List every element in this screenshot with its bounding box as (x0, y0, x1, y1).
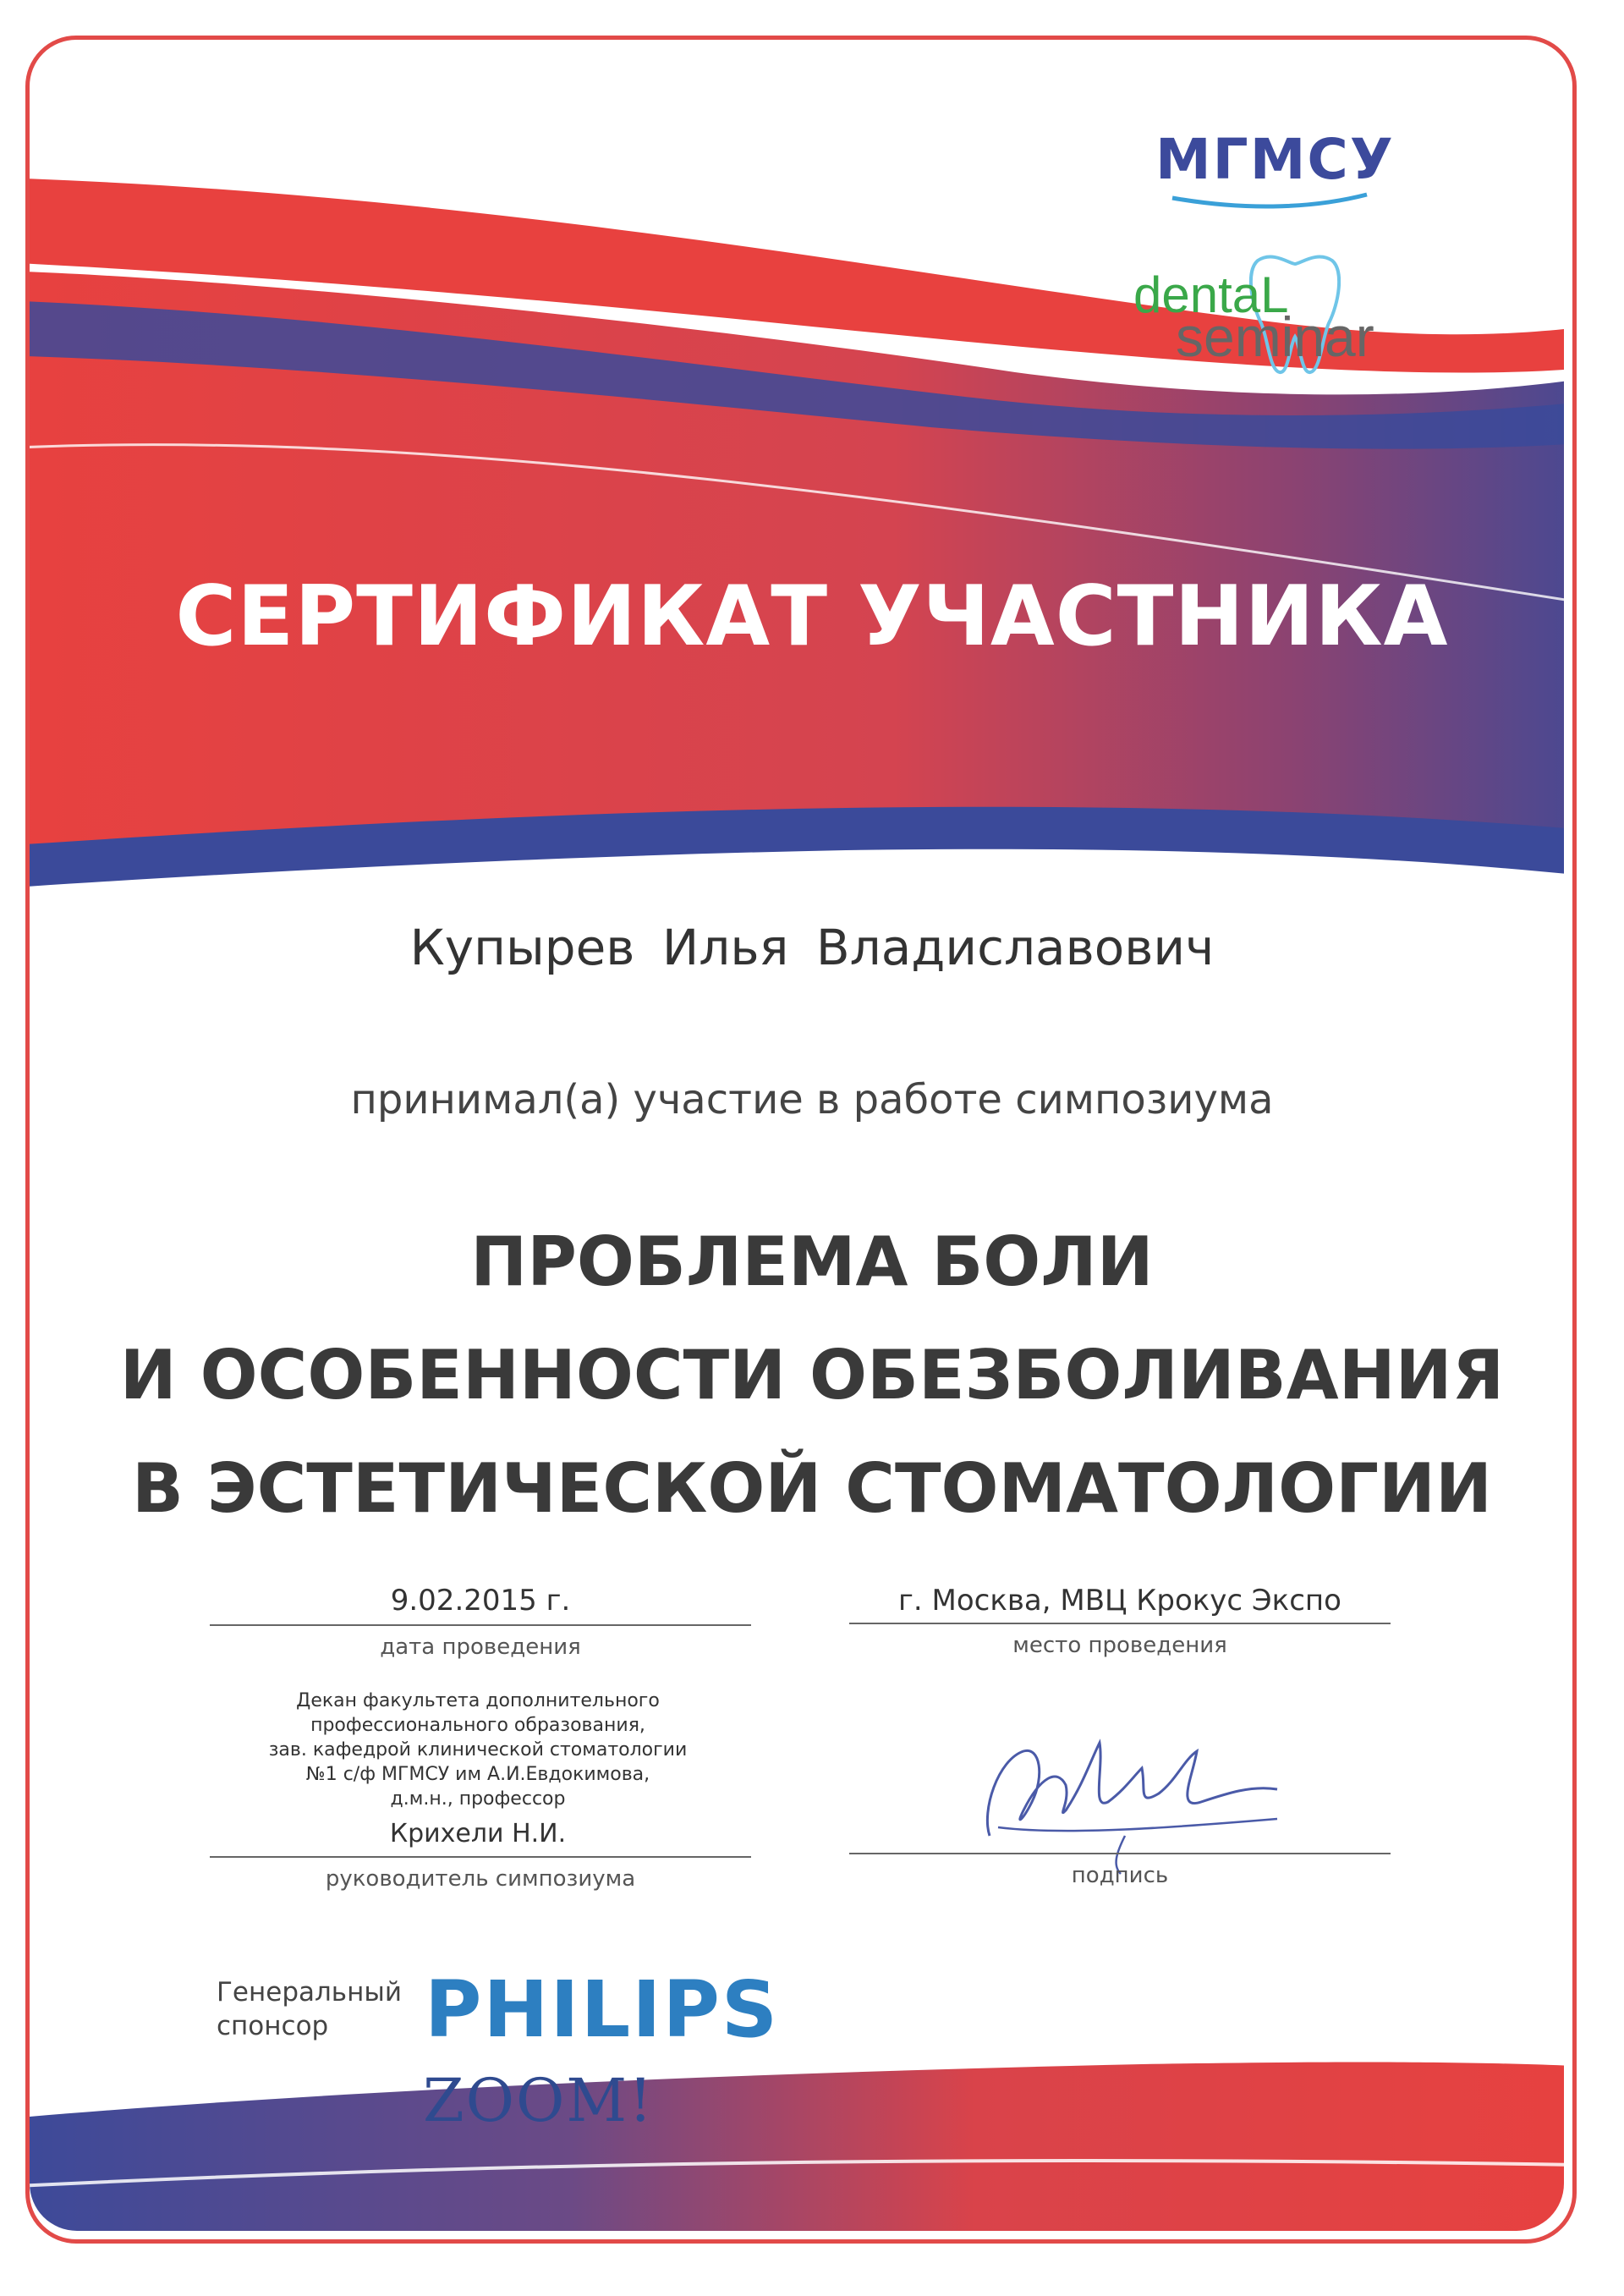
mgmsu-logo-text: МГМСУ (1155, 127, 1395, 192)
topic-line: ПРОБЛЕМА БОЛИ (470, 1222, 1154, 1301)
symposium-topic (0, 1206, 1624, 1546)
signature-caption: подпись (1071, 1863, 1169, 1888)
zoom-logo: ZOOM! (423, 2066, 655, 2135)
leader-title-line: зав. кафедрой клинической стоматологии (268, 1739, 688, 1760)
certificate-title: СЕРТИФИКАТ УЧАСТНИКА (175, 569, 1449, 665)
signature-rule (849, 1853, 1391, 1854)
leader-title-line: д.м.н., профессор (390, 1788, 566, 1810)
leader-title-line: №1 с/ф МГМСУ им А.И.Евдокимова, (305, 1764, 650, 1785)
place-rule (849, 1623, 1391, 1624)
seminar-word: seminar (1176, 305, 1374, 368)
mgmsu-swoosh (1155, 191, 1384, 220)
leader-title-line: профессионального образования, (310, 1715, 645, 1736)
leader-rule (210, 1856, 751, 1858)
philips-logo: PHILIPS (425, 1964, 780, 2055)
leader-title-line: Декан факультета дополнительного (296, 1690, 660, 1711)
place-value: г. Москва, МВЦ Крокус Экспо (898, 1584, 1341, 1618)
place-caption: место проведения (1012, 1633, 1227, 1658)
sponsor-label-line: спонсор (217, 2011, 329, 2041)
bottom-band (0, 2063, 1624, 2296)
leader-title (203, 1689, 753, 1811)
date-value: 9.02.2015 г. (390, 1584, 571, 1618)
date-caption: дата проведения (380, 1634, 581, 1660)
mgmsu-logo (1155, 127, 1395, 220)
leader-caption: руководитель симпозиума (325, 1866, 636, 1892)
leader-name: Крихели Н.И. (389, 1819, 567, 1848)
recipient-name: Купырев Илья Владиславович (409, 919, 1215, 976)
sponsor-label-line: Генеральный (217, 1977, 402, 2008)
date-rule (210, 1624, 751, 1626)
sponsor-label (217, 1975, 428, 2043)
topic-line: И ОСОБЕННОСТИ ОБЕЗБОЛИВАНИЯ (119, 1336, 1505, 1414)
topic-line: В ЭСТЕТИЧЕСКОЙ СТОМАТОЛОГИИ (132, 1449, 1492, 1528)
participation-text: принимал(а) участие в работе симпозиума (350, 1076, 1274, 1123)
dental-word: dentaL (1133, 266, 1289, 323)
dental-seminar-logo (1125, 252, 1429, 396)
